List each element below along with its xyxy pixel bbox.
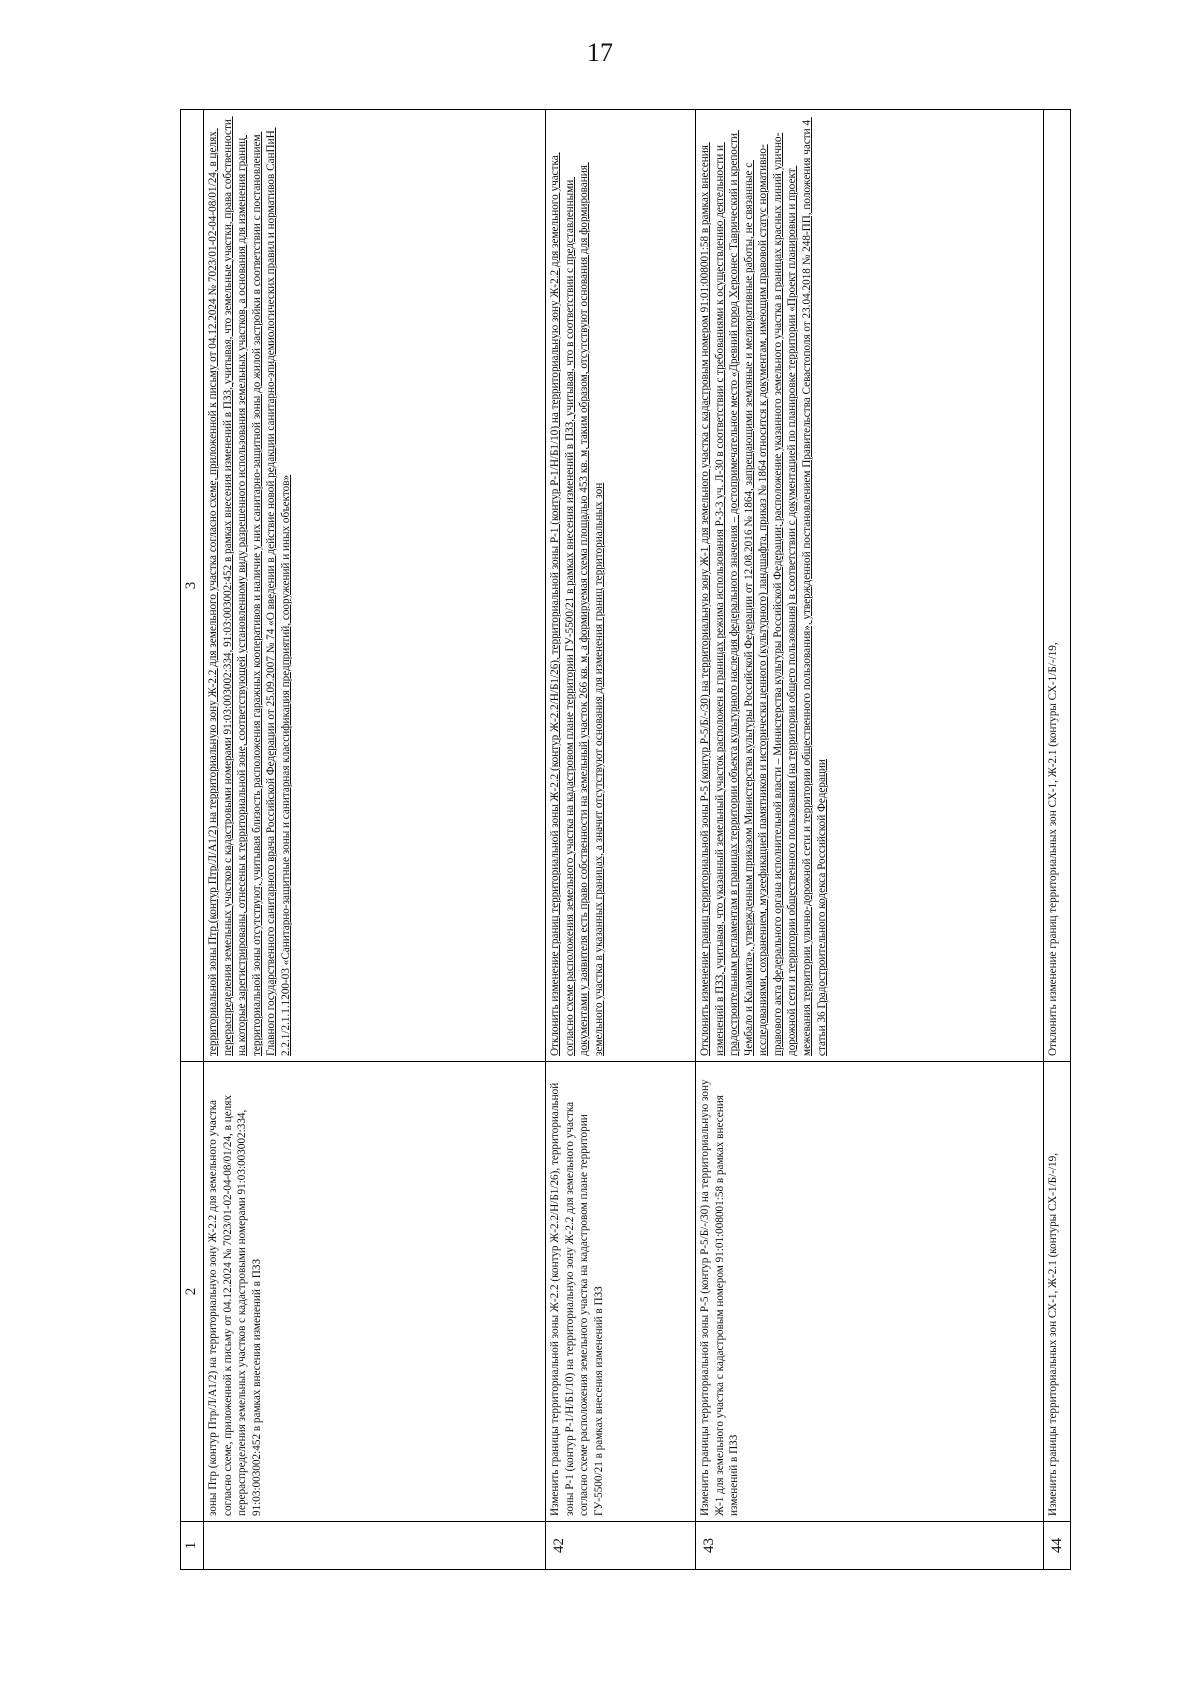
- decision-text: Отклонить изменение границ территориальной зоны Р-5 (контур Р-5/Б/-/30) на территориальную зону Ж-1 для земельного участка с кадастровым номером 91:01:008001:58 в рамках внесения изменений в ПЗЗ, учитывая, что указанный земельный участок расположен в границах режима использования Р-3-3 уч. Л-30 в соответствии с требованиями к осуществлению деятельности и градостроительным регламентам в границах территории объекта культурного наследия федерального значения – достопримечательное место «Древний город Херсонес Таврический и крепости Чембало и Каламита», утвержденным приказом Министерства культуры Российской Федерации от 12.08.2016 № 1864, запрещающими земляные и мелиоративные работы, не связанные с исследованиями, сохранением, музеефикацией памятников и исторически ценного (культурного) ландшафта, приказ № 1864 относится к документам, имеющим правовой статус нормативно-правового акта федерального органа исполнительной власти – Министерства культуры Российской Федерации; расположение указанного земельного участка в границах красных линий улично-дорожной сети и территории общественного пользования (на территории общего пользования) в соответствии с документацией по планировке территории «Проект планировки и проект межевания территории улично-дорожной сети и территории общественного пользования», утвержденной постановлением Правительства Севастополя от 23.04.2018 № 248-ПП, положения части 4 статьи 36 Градостроительного кодекса Российской Федерации: [699, 117, 828, 1056]
- decision-cell: [546, 110, 696, 1062]
- table-row: [1044, 110, 1071, 1570]
- proposal-cell: [696, 1062, 1044, 1522]
- table-row: [696, 110, 1044, 1570]
- decision-text: Отклонить изменение границ территориальной зоны Ж-2.2 (контур Ж-2.2/Н/Б1/26), территориальной зоны Р-1 (контур Р-1/Н/Б1/10) на территориальную зону Ж-2.2 для земельного участка согласно схеме расположения земельного участка на кадастровом плане территории ГУ-5500/21 в рамках внесения изменений в ПЗЗ, учитывая, что в соответствии с представленными документами у заявителя есть право собственности на земельный участок 266 кв. м, а формируемая схема площадью 453 кв. м, таким образом, отсутствуют основания для формирования земельного участка в указанных границах, а значит отсутствуют основания для изменения границ территориальных зон: [549, 152, 605, 1056]
- rotated-table-container: [180, 110, 1070, 1570]
- decision-cell: [1044, 110, 1071, 1062]
- row-number: 42: [546, 1522, 696, 1570]
- proposal-text: зоны Птр (контур Птр/Л/А1/2) на территориальную зону Ж-2.2 для земельного участка согласно схеме, приложенной к письму от 04.12.2024 № 7023/01-02-04-08/01/24, в целях перераспределения земельных участков с кадастровыми номерами 91:03:003002:334, 91:03:003002:452 в рамках внесения изменений в ПЗЗ: [207, 1092, 263, 1516]
- header-col-1: 1: [181, 1522, 204, 1570]
- decision-text: Отклонить изменение границ территориальных зон СХ-1, Ж-2.1 (контуры СХ-1/Б/-/19,: [1047, 642, 1059, 1056]
- page-number: 17: [587, 38, 613, 67]
- header-col-2: 2: [181, 1062, 204, 1522]
- proposal-cell: [1044, 1062, 1071, 1522]
- decision-table: [180, 109, 1071, 1570]
- row-number: 44: [1044, 1522, 1071, 1570]
- proposal-cell: [546, 1062, 696, 1522]
- decision-cell: [696, 110, 1044, 1062]
- header-col-3: 3: [181, 110, 204, 1062]
- proposal-cell: [204, 1062, 546, 1522]
- decision-cell: [204, 110, 546, 1062]
- proposal-text: Изменить границы территориальной зоны Р-5 (контур Р-5/Б/-/30) на территориальную зону Ж-1 для земельного участка с кадастровым номером 91:01:008001:58 в рамках внесения изменений в ПЗЗ: [699, 1076, 741, 1516]
- row-number: 43: [696, 1522, 1044, 1570]
- proposal-text: Изменить границы территориальных зон СХ-1, Ж-2.1 (контуры СХ-1/Б/-/19,: [1047, 1152, 1059, 1516]
- table-row: [204, 110, 546, 1570]
- proposal-text: Изменить границы территориальной зоны Ж-2.2 (контур Ж-2.2/Н/Б1/26), территориальной зоны Р-1 (контур Р-1/Н/Б1/10) на территориальную зону Ж-2.2 для земельного участка согласно схеме расположения земельного участка на кадастровом плане территории ГУ-5500/21 в рамках внесения изменений в ПЗЗ: [549, 1079, 605, 1516]
- table-header-row: [181, 110, 204, 1570]
- table-row: [546, 110, 696, 1570]
- row-number: [204, 1522, 546, 1570]
- decision-text: территориальной зоны Птр (контур Птр/Л/А1/2) на территориальную зону Ж-2.2 для земельного участка согласно схеме, приложенной к письму от 04.12.2024 № 7023/01-02-04-08/01/24, в целях перераспределения земельных участков с кадастровыми номерами 91:03:003002:334, 91:03:003002:452 в рамках внесения изменений в ПЗЗ, учитывая, что земельные участки, права собственности на которые зарегистрированы, отнесены к территориальной зоне, соответствующей установленному виду разрешенного использования земельных участков, а основания для изменения границ территориальной зоны отсутствуют, учитывая близость расположения гаражных кооперативов и наличие у них санитарно-защитной зоны до жилой застройки в соответствии с постановлением Главного государственного санитарного врача Российской Федерации от 25.09.2007 № 74 «О введении в действие новой редакции санитарно-эпидемиологических правил и нормативов СанПиН 2.2.1/2.1.1.1200-03 «Санитарно-защитные зоны и санитарная классификация предприятий, сооружений и иных объектов»: [207, 116, 292, 1056]
